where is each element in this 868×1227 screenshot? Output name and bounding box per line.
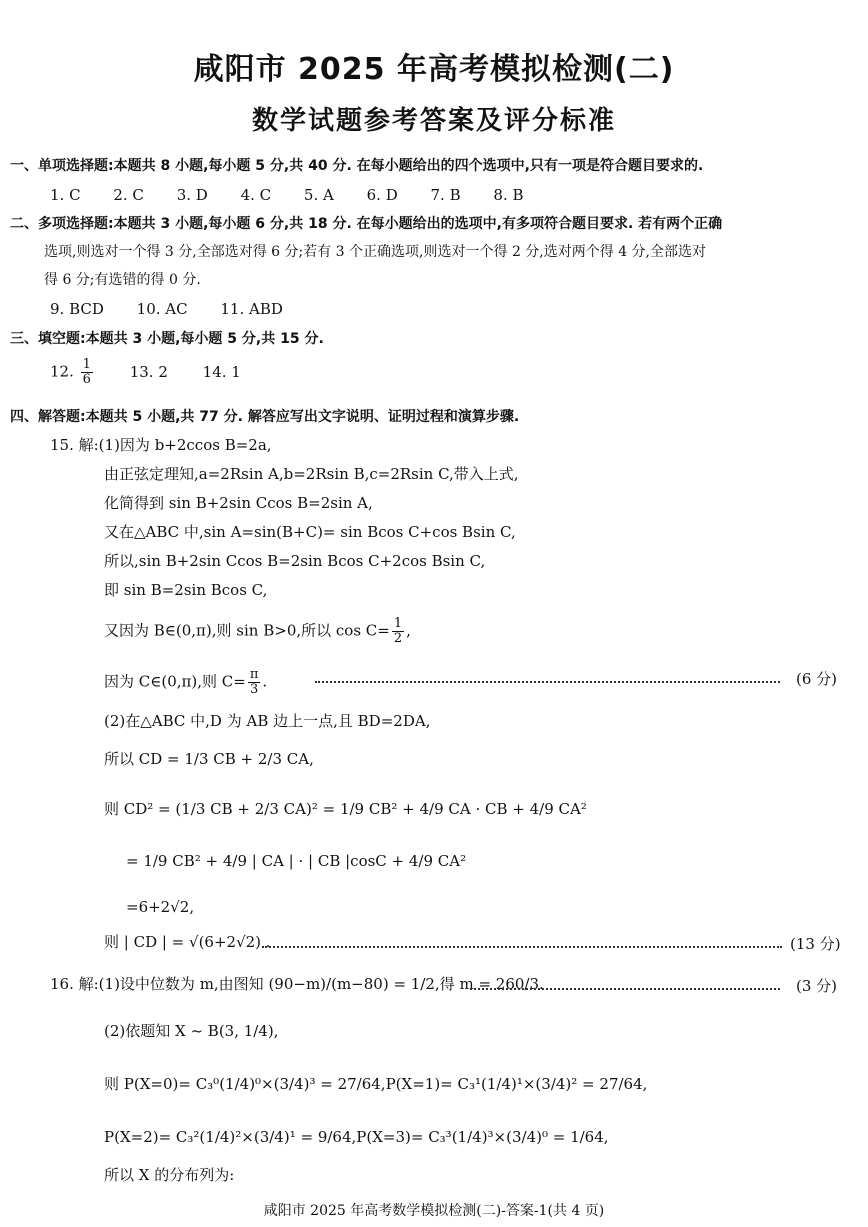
answer-5: 5. A [303, 186, 334, 204]
section3-answers [50, 358, 241, 387]
section3-heading: 三、填空题:本题共 3 小题,每小题 5 分,共 15 分. [10, 331, 324, 347]
q16-line-5: 所以 X 的分布列为: [104, 1166, 235, 1184]
q15-line-8-frac: $\frac{\pi}{3}$ [249, 667, 259, 697]
q15-line-3: 化简得到 sin B+2sin Ccos B=2sin A, [104, 494, 373, 512]
page-title: 咸阳市 2025 年高考模拟检测(二) [193, 52, 675, 87]
answer-8: 8. B [493, 186, 524, 204]
q16-score-1: (3 分) [796, 977, 838, 995]
page-footer: 咸阳市 2025 年高考数学模拟检测(二)-答案-1(共 4 页) [263, 1203, 605, 1219]
answer-9: 9. BCD [50, 300, 104, 318]
q15-line-7-text: 又因为 B∈(0,π),则 sin B>0,所以 cos C= [104, 621, 390, 640]
dot-leader [315, 681, 780, 683]
section2-answers [50, 300, 311, 318]
answer-4: 4. C [240, 186, 272, 204]
q15-line-11: 则 CD² = (1/3 CB + 2/3 CA)² = 1/9 CB² + 4/9 CA · CB + 4/9 CA² [104, 800, 587, 818]
q16-line-4: P(X=2)= C₃²(1/4)²×(3/4)¹ = 9/64,P(X=3)= C₃³(1/4)³×(3/4)⁰ = 1/64, [104, 1128, 609, 1146]
q15-score-1: (6 分) [796, 670, 838, 688]
q15-line-8-text: 因为 C∈(0,π),则 C= [104, 672, 246, 691]
q15-line-10: 所以 CD = 1/3 CB + 2/3 CA, [104, 750, 314, 768]
answer-12-fraction: $\frac{1}{6}$ [82, 357, 91, 387]
q15-line-12: = 1/9 CB² + 4/9 | CA | · | CB |cosC + 4/9 CA² [126, 852, 467, 870]
q15-line-1: 15. 解:(1)因为 b+2ccos B=2a, [50, 436, 272, 454]
answer-14: 14. 1 [202, 362, 241, 381]
q15-line-7-frac: $\frac{1}{2}$ [393, 616, 403, 646]
q15-line-7: 又因为 B∈(0,π),则 sin B>0,所以 cos C= $\frac{1}{2}$ , [104, 616, 411, 646]
section1-answers [50, 186, 552, 204]
answer-3: 3. D [176, 186, 208, 204]
answer-6: 6. D [366, 186, 398, 204]
answer-10: 10. AC [136, 300, 188, 318]
q15-line-13: =6+2√2, [126, 898, 195, 916]
dot-leader [470, 988, 780, 990]
q15-line-6: 即 sin B=2sin Bcos C, [104, 581, 268, 599]
q15-line-5: 所以,sin B+2sin Ccos B=2sin Bcos C+2cos Bsin C, [104, 552, 486, 570]
page-subtitle: 数学试题参考答案及评分标准 [251, 106, 616, 136]
answer-11: 11. ABD [220, 300, 283, 318]
answer-2: 2. C [113, 186, 144, 204]
q16-line-1: 16. 解:(1)设中位数为 m,由图知 (90−m)/(m−80) = 1/2,得 m = 260/3. [50, 975, 544, 993]
q16-line-2: (2)依题知 X ~ B(3, 1/4), [104, 1022, 279, 1040]
section2-heading-2: 选项,则选对一个得 3 分,全部选对得 6 分;若有 3 个正确选项,则选对一个得 2 分,选对两个得 4 分,全部选对 [44, 244, 707, 260]
answer-12-label: 12. [50, 362, 74, 381]
q15-score-2: (13 分) [790, 935, 841, 953]
q15-line-8: 因为 C∈(0,π),则 C= $\frac{\pi}{3}$ . [104, 667, 268, 697]
q15-line-9: (2)在△ABC 中,D 为 AB 边上一点,且 BD=2DA, [104, 712, 431, 730]
q15-line-14: 则 | CD | = √(6+2√2) . [104, 933, 271, 951]
answer-13: 13. 2 [129, 362, 168, 381]
q16-line-3: 则 P(X=0)= C₃⁰(1/4)⁰×(3/4)³ = 27/64,P(X=1)= C₃¹(1/4)¹×(3/4)² = 27/64, [104, 1075, 648, 1093]
section1-heading: 一、单项选择题:本题共 8 小题,每小题 5 分,共 40 分. 在每小题给出的四个选项中,只有一项是符合题目要求的. [10, 158, 704, 174]
dot-leader [262, 946, 782, 948]
q15-line-2: 由正弦定理知,a=2Rsin A,b=2Rsin B,c=2Rsin C,带入上式, [104, 465, 519, 483]
q15-line-4: 又在△ABC 中,sin A=sin(B+C)= sin Bcos C+cos Bsin C, [104, 523, 516, 541]
answer-7: 7. B [430, 186, 461, 204]
section4-heading: 四、解答题:本题共 5 小题,共 77 分. 解答应写出文字说明、证明过程和演算步骤. [10, 409, 520, 425]
answer-1: 1. C [50, 186, 81, 204]
section2-heading-3: 得 6 分;有选错的得 0 分. [44, 272, 201, 288]
section2-heading-1: 二、多项选择题:本题共 3 小题,每小题 6 分,共 18 分. 在每小题给出的选项中,有多项符合题目要求. 若有两个正确 [10, 216, 723, 232]
